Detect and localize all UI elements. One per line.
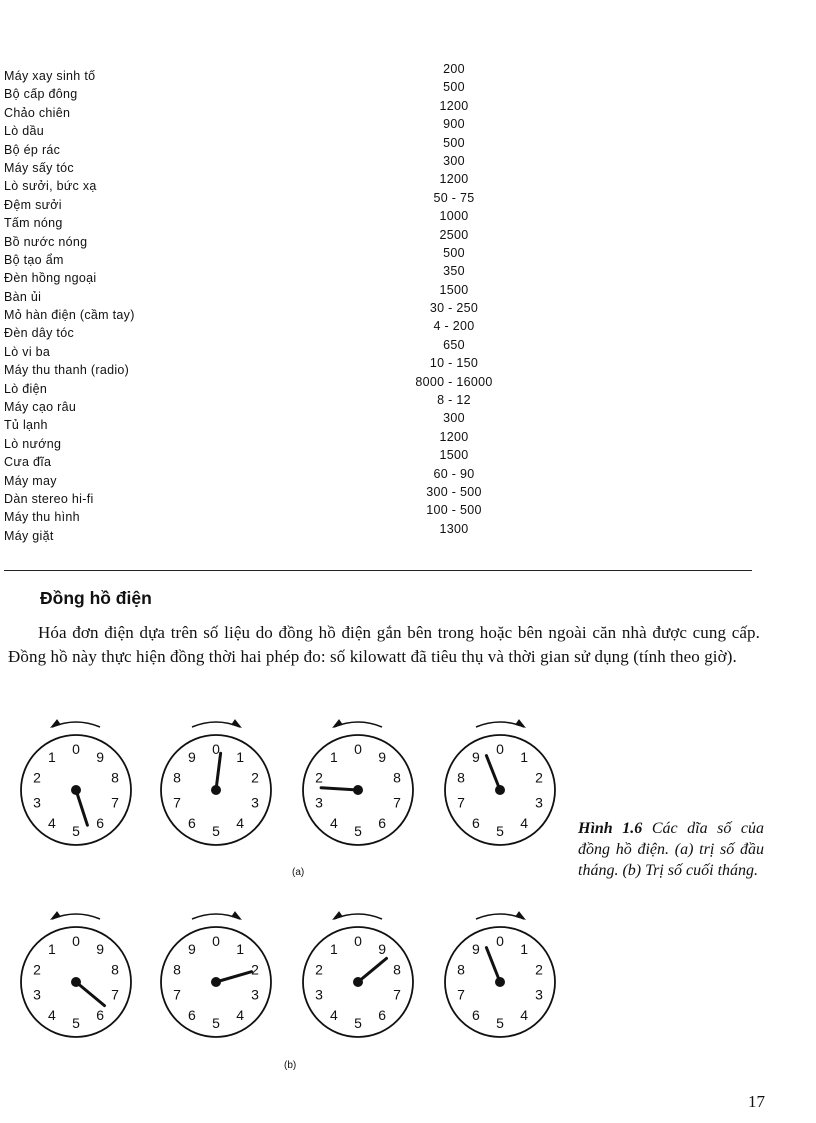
dial-digit: 6 [378,815,386,832]
dial-digit: 5 [72,1015,80,1031]
power-value: 1200 [439,98,469,113]
power-value: 1000 [439,209,469,224]
power-value: 8 - 12 [437,393,471,408]
dial-digit: 9 [378,748,386,765]
dial-hand [76,790,87,825]
dial-digit: 4 [48,1007,56,1024]
dial-hand [216,972,252,982]
power-value: 1500 [439,448,469,463]
dial-hub [211,977,221,987]
dial-digit: 9 [96,940,104,957]
device-name: Đèn hồng ngoại [4,271,97,286]
clockwise-arrow-icon [515,719,526,728]
meter-dial [161,719,271,845]
power-value: 1200 [439,172,469,187]
power-value: 2500 [439,227,469,242]
device-name: Máy sấy tóc [4,160,74,175]
dial-digit: 3 [315,986,323,1003]
dial-digit: 7 [111,794,119,811]
dial-hand [216,753,221,790]
power-value: 500 [443,245,465,260]
dial-hub [495,785,505,795]
body-paragraph: Hóa đơn điện dựa trên số liệu do đồng hồ điện gắn bên trong hoặc bên ngoài căn nhà được cung cấp. Đồng hồ này thực hiện đồng thời hai phép đo: số kilowatt đã tiêu thụ và thời gian sử dụng (tính theo giờ). [8,623,760,666]
dial-digit: 7 [111,986,119,1003]
dial-digit: 2 [535,769,543,786]
dial-digit: 5 [212,1015,220,1031]
power-value: 300 - 500 [426,484,482,499]
device-name: Bàn ủi [4,289,42,304]
dial-digit: 3 [33,794,41,811]
device-name: Bộ cấp đông [4,87,78,102]
dial-digit: 2 [315,769,323,786]
device-name: Lò sưởi, bức xạ [4,179,97,194]
dial-digit: 8 [393,769,401,786]
dial-hub [353,785,363,795]
clockwise-arrow-icon [231,911,242,920]
dial-digit: 4 [330,1007,338,1024]
dial-digit: 8 [111,961,119,978]
dial-digit: 8 [111,769,119,786]
dial-digit: 1 [48,940,56,957]
section-title: Đồng hồ điện [40,588,152,608]
dial-digit: 2 [251,961,259,978]
clockwise-arrow-icon [231,719,242,728]
dial-digit: 5 [496,1015,504,1031]
dial-digit: 9 [96,748,104,765]
device-name: Đèn dây tóc [4,326,75,341]
dial-digit: 9 [378,940,386,957]
power-value: 1300 [439,521,469,536]
power-value: 350 [443,264,465,279]
dial-digit: 6 [378,1007,386,1024]
meter-dial [21,911,131,1037]
dial-digit: 7 [457,794,465,811]
meter-dial [21,719,131,845]
power-value: 4 - 200 [433,319,475,334]
dial-digit: 5 [212,823,220,839]
dial-digit: 7 [457,986,465,1003]
power-value: 10 - 150 [429,356,479,371]
dial-digit: 5 [354,1015,362,1031]
dial-digit: 6 [96,815,104,832]
dial-digit: 3 [315,794,323,811]
power-value: 50 - 75 [433,190,475,205]
dial-digit: 4 [236,1007,244,1024]
dial-hand [76,982,105,1006]
dial-digit: 3 [251,794,259,811]
power-value: 650 [443,337,465,352]
dial-digit: 0 [354,741,362,757]
dial-digit: 1 [520,748,528,765]
device-name: Lò điện [4,381,48,396]
dial-hand [486,756,500,790]
power-value: 1200 [439,429,469,444]
device-name: Máy cạo râu [4,400,77,415]
meter-dial [303,719,413,845]
device-name: Máy thu hình [4,510,80,525]
dial-digit: 5 [354,823,362,839]
dial-digit: 4 [330,815,338,832]
counterclockwise-arrow-icon [332,719,343,728]
dial-digit: 9 [188,940,196,957]
power-value: 100 - 500 [426,503,482,518]
dial-hub [495,977,505,987]
caption-text: Các dĩa số của đồng hồ điện. (a) trị số đầu tháng. (b) Trị số cuối tháng. [578,820,765,879]
power-value: 300 [443,411,465,426]
device-name: Bồ nước nóng [4,234,88,249]
dial-digit: 0 [354,933,362,949]
device-name: Dàn stereo hi-fi [4,491,94,506]
meter-dial [445,911,555,1037]
caption-label: Hình 1.6 [578,820,643,837]
dial-digit: 3 [251,986,259,1003]
device-name: Lò dầu [4,124,45,139]
meter-dial [445,719,555,845]
dial-digit: 4 [48,815,56,832]
dial-digit: 2 [315,961,323,978]
power-value: 900 [443,117,465,132]
dial-digit: 1 [236,748,244,765]
dial-digit: 2 [33,769,41,786]
dial-digit: 3 [535,794,543,811]
dial-hand [321,788,358,790]
counterclockwise-arrow-icon [50,719,61,728]
dial-digit: 7 [173,986,181,1003]
dial-digit: 9 [472,748,480,765]
dial-digit: 7 [173,794,181,811]
dial-digit: 1 [236,940,244,957]
dial-digit: 0 [212,933,220,949]
power-value: 8000 - 16000 [415,374,493,389]
power-value: 60 - 90 [433,466,475,481]
counterclockwise-arrow-icon [332,911,343,920]
power-value: 500 [443,80,465,95]
dial-digit: 8 [393,961,401,978]
dial-digit: 7 [393,986,401,1003]
figure-label-b: (b) [284,1060,297,1071]
dial-digit: 8 [173,769,181,786]
dial-digit: 7 [393,794,401,811]
device-name: Tủ lạnh [4,418,48,433]
dial-digit: 5 [496,823,504,839]
device-name: Chảo chiên [4,105,71,120]
dial-digit: 1 [520,940,528,957]
dial-digit: 0 [72,933,80,949]
dial-digit: 4 [520,815,528,832]
dial-digit: 2 [251,769,259,786]
device-name: Bộ ép rác [4,142,61,157]
dial-digit: 2 [535,961,543,978]
dial-digit: 6 [472,815,480,832]
dial-digit: 2 [33,961,41,978]
dial-digit: 4 [236,815,244,832]
power-value: 500 [443,135,465,150]
dial-digit: 9 [188,748,196,765]
dial-digit: 6 [96,1007,104,1024]
dial-digit: 9 [472,940,480,957]
dial-digit: 6 [188,1007,196,1024]
power-value: 200 [443,62,465,76]
device-name: Đệm sưởi [4,197,62,212]
device-name: Máy thu thanh (radio) [4,363,130,378]
dial-digit: 3 [535,986,543,1003]
dial-digit: 6 [472,1007,480,1024]
device-name: Máy giặt [4,528,54,543]
meter-dial [303,911,413,1037]
dial-hub [353,977,363,987]
figure-caption [578,818,764,881]
device-name: Bộ tạo ẩm [4,252,64,267]
figure-label-a: (a) [292,867,305,878]
dial-digit: 8 [457,769,465,786]
device-name: Lò vi ba [4,344,51,359]
device-name: Tấm nóng [4,216,63,231]
device-name: Máy xay sinh tố [4,69,96,83]
dial-digit: 3 [33,986,41,1003]
dial-digit: 0 [212,741,220,757]
clockwise-arrow-icon [515,911,526,920]
dial-digit: 8 [173,961,181,978]
device-name: Máy may [4,473,57,488]
dial-digit: 1 [330,940,338,957]
dial-digit: 0 [496,933,504,949]
power-value: 300 [443,153,465,168]
dial-digit: 0 [496,741,504,757]
dial-hub [71,977,81,987]
power-value: 30 - 250 [429,301,479,316]
dial-digit: 6 [188,815,196,832]
dial-hand [358,958,387,982]
power-value: 1500 [439,282,469,297]
page-number: 17 [748,1092,765,1111]
dial-digit: 1 [330,748,338,765]
dial-digit: 0 [72,741,80,757]
dial-digit: 1 [48,748,56,765]
counterclockwise-arrow-icon [50,911,61,920]
device-name: Cưa đĩa [4,455,52,470]
dial-hub [71,785,81,795]
dial-digit: 4 [520,1007,528,1024]
dial-hub [211,785,221,795]
dial-digit: 8 [457,961,465,978]
dial-hand [486,948,500,982]
meter-dial [161,911,271,1037]
device-name: Lò nướng [4,436,62,451]
device-name: Mỏ hàn điện (cầm tay) [4,308,135,323]
dial-digit: 5 [72,823,80,839]
